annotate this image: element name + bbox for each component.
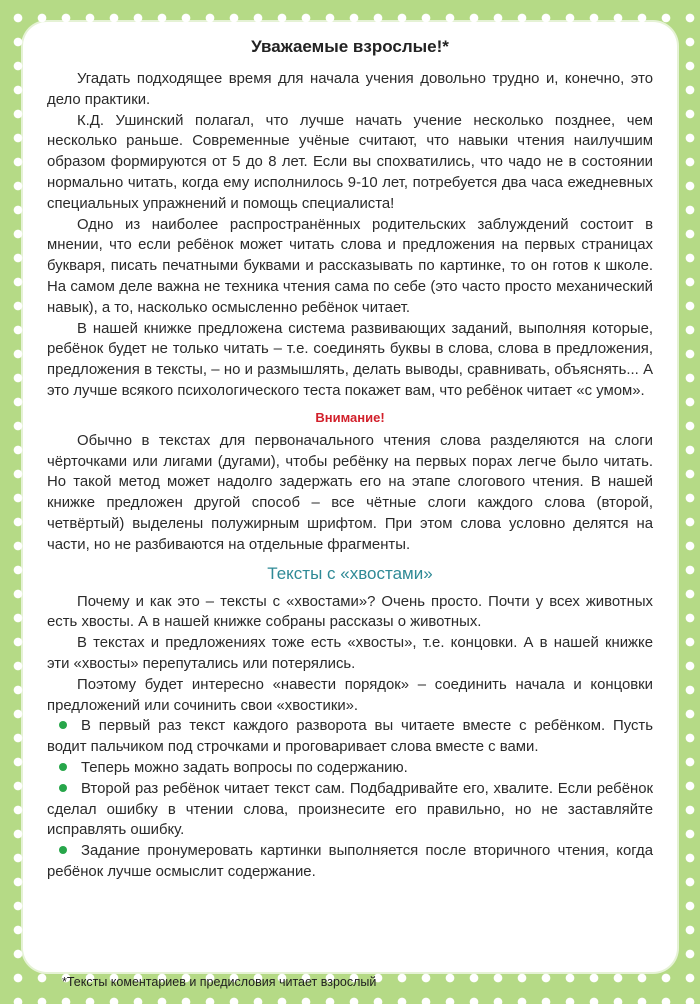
- intro-paragraph-3: Одно из наиболее распространённых родительских заблуждений состоит в мнении, что если ребёнок может читать слова и предложения на первых страницах букваря, писать печатными буквами и рассказывать по картинке, то он готов к школе. На самом деле важна не техника чтения сама по себе (это часто просто механический навык), а то, насколько осмысленно ребёнок читает.: [47, 216, 653, 316]
- bullet-text: Задание пронумеровать картинки выполняется после вторичного чтения, когда ребёнок лучше осмыслит содержание.: [47, 843, 653, 880]
- bullet-dot-icon: [59, 784, 67, 792]
- content-card: [23, 22, 677, 972]
- page-title: Уважаемые взрослые!*: [251, 37, 449, 56]
- bullet-item-3: [47, 779, 653, 841]
- bullet-dot-icon: [59, 721, 67, 729]
- section-paragraph-2: В текстах и предложениях тоже есть «хвосты», т.е. концовки. А в нашей книжке эти «хвосты» перепутались или потерялись.: [47, 635, 653, 672]
- bullet-text: Теперь можно задать вопросы по содержанию.: [81, 759, 408, 776]
- section-heading: Тексты с «хвостами»: [267, 563, 433, 583]
- bullet-text: Второй раз ребёнок читает текст сам. Подбадривайте его, хвалите. Если ребёнок сделал ошибку в чтении слова, произнесите его правильно, но не заставляйте исправлять ошибку.: [47, 780, 653, 839]
- intro-paragraph-4: В нашей книжке предложена система развивающих заданий, выполняя которые, ребёнок будет не только читать – т.е. соединять буквы в слова, слова в предложения, предложения в тексты, – но и размышлять, делать выводы, сравнивать, объяснять... А это лучше всякого психологического теста покажет вам, что ребёнок читает «с умом».: [47, 320, 653, 399]
- intro-paragraph-1: Угадать подходящее время для начала учения довольно трудно и, конечно, это дело практики.: [47, 71, 653, 108]
- bullet-text: В первый раз текст каждого разворота вы читаете вместе с ребёнком. Пусть водит пальчиком под строчками и проговаривает слова вместе с вами.: [47, 718, 653, 756]
- section-paragraph-1: Почему и как это – тексты с «хвостами»? Очень просто. Почти у всех животных есть хвосты. А в нашей книжке собраны рассказы о животных.: [47, 593, 653, 631]
- warning-paragraph: Обычно в текстах для первоначального чтения слова разделяются на слоги чёрточками или лигами (дугами), чтобы ребёнку на первых порах легче было читать. Но такой метод может надолго задержать его на этапе слогового чтения. В нашей книжке предложен другой способ – все чётные слоги каждого слова (второй, четвёртый) выделены полужирным шрифтом. При этом слова условно делятся на части, но не разбиваются на отдельные фрагменты.: [47, 432, 653, 553]
- warning-heading: Внимание!: [315, 409, 385, 425]
- bullet-item-4: [47, 841, 653, 883]
- bullet-dot-icon: [59, 763, 67, 771]
- footnote: *Тексты коментариев и предисловия читает взрослый: [62, 975, 377, 989]
- bullet-item-1: [47, 716, 653, 758]
- bullet-dot-icon: [59, 846, 67, 854]
- bullet-item-2: [47, 758, 653, 779]
- section-paragraph-3: Поэтому будет интересно «навести порядок» – соединить начала и концовки предложений или сочинить свои «хвостики».: [47, 676, 653, 714]
- intro-paragraph-2: К.Д. Ушинский полагал, что лучше начать учение несколько позднее, чем несколько раньше. Современные учёные считают, что навыки чтения наилучшим образом формируются от 5 до 8 лет. Если вы спохватились, что чадо не в состоянии нормально читать, когда ему исполнилось 9-10 лет, потребуется два часа ежедневных специальных упражнений и помощь специалиста!: [47, 112, 653, 212]
